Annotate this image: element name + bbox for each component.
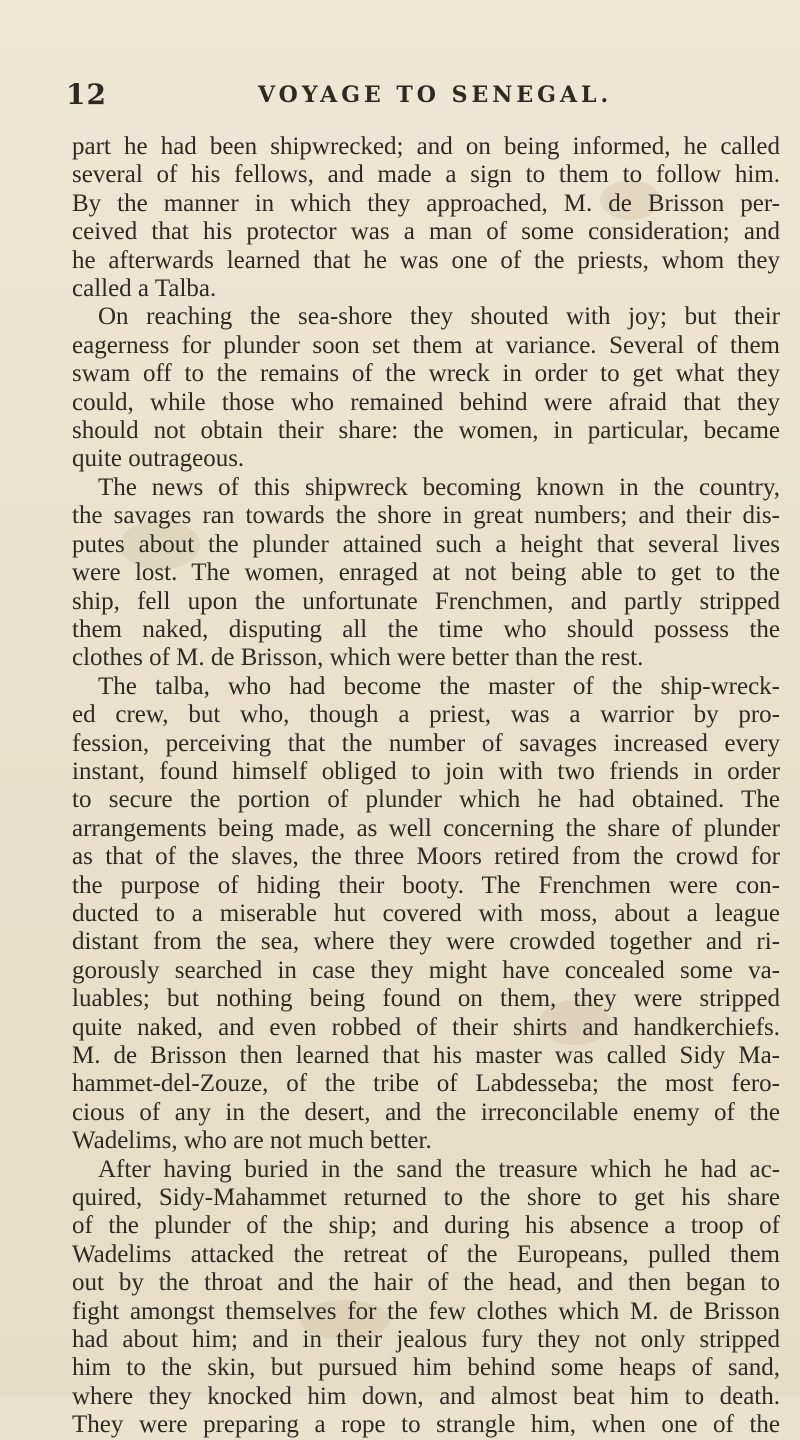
text-line: putes about the plunder attained such a height that several lives [72, 530, 780, 558]
text-line: quite naked, and even robbed of their shirts and handkerchiefs. [72, 1013, 780, 1041]
text-line: part he had been shipwrecked; and on being informed, he called [72, 133, 780, 160]
text-line: They were preparing a rope to strangle him, when one of the [72, 1411, 780, 1439]
text-line: eagerness for plunder soon set them at variance. Several of them [72, 331, 780, 359]
text-line: On reaching the sea-shore they shouted with joy; but their [98, 303, 780, 331]
text-line: ducted to a miserable hut covered with moss, about a league [72, 899, 780, 927]
text-line: quired, Sidy-Mahammet returned to the shore to get his share [72, 1184, 780, 1212]
text-line: Wadelims, who are not much better. [72, 1127, 432, 1155]
text-line: them naked, disputing all the time who should possess the [72, 615, 780, 643]
text-line: After having buried in the sand the treasure which he had ac- [98, 1155, 780, 1183]
text-line: he afterwards learned that he was one of the priests, whom they [72, 246, 780, 274]
text-line: should not obtain their share: the women, in particular, became [72, 417, 780, 445]
text-line: cious of any in the desert, and the irreconcilable enemy of the [72, 1098, 780, 1126]
body-text [72, 133, 780, 1440]
text-line: luables; but nothing being found on them, they were stripped [72, 985, 780, 1013]
text-line: called a Talba. [72, 275, 217, 303]
text-line: fession, perceiving that the number of savages increased every [72, 729, 780, 757]
text-line: ceived that his protector was a man of some consideration; and [72, 218, 780, 246]
page-number: 12 [66, 78, 107, 111]
running-title: VOYAGE TO SENEGAL. [258, 82, 613, 108]
text-line: swam off to the remains of the wreck in order to get what they [72, 360, 780, 388]
text-line: M. de Brisson then learned that his master was called Sidy Ma- [72, 1042, 780, 1069]
running-head [0, 78, 800, 118]
text-line: to secure the portion of plunder which he had obtained. The [72, 786, 780, 814]
text-line: quite outrageous. [72, 445, 245, 473]
text-line: gorously searched in case they might have concealed some va- [72, 956, 780, 984]
text-line: instant, found himself obliged to join with two friends in order [72, 757, 780, 785]
text-line: had about him; and in their jealous fury they not only stripped [72, 1326, 780, 1354]
text-line: clothes of M. de Brisson, which were better than the rest. [72, 644, 644, 672]
text-line: as that of the slaves, the three Moors retired from the crowd for [72, 843, 780, 871]
text-line: ed crew, but who, though a priest, was a warrior by pro- [72, 701, 780, 729]
text-line: the purpose of hiding their booty. The Frenchmen were con- [72, 871, 780, 899]
text-line: him to the skin, but pursued him behind some heaps of sand, [72, 1354, 780, 1382]
text-line: several of his fellows, and made a sign to them to follow him. [72, 161, 780, 189]
text-line: The news of this shipwreck becoming known in the country, [98, 473, 780, 501]
text-line: ship, fell upon the unfortunate Frenchmen, and partly stripped [72, 587, 780, 615]
text-line: Wadelims attacked the retreat of the Europeans, pulled them [72, 1240, 780, 1268]
text-line: of the plunder of the ship; and during his absence a troop of [72, 1212, 780, 1240]
text-line: the savages ran towards the shore in great numbers; and their dis- [72, 502, 780, 530]
text-line: fight amongst themselves for the few clothes which M. de Brisson [72, 1297, 780, 1325]
text-line: By the manner in which they approached, M. de Brisson per- [72, 189, 780, 217]
text-line: were lost. The women, enraged at not being able to get to the [72, 559, 780, 587]
text-line: arrangements being made, as well concerning the share of plunder [72, 814, 780, 842]
text-line: distant from the sea, where they were crowded together and ri- [72, 928, 780, 956]
text-line: could, while those who remained behind were afraid that they [72, 388, 780, 416]
text-line: where they knocked him down, and almost beat him to death. [72, 1382, 780, 1410]
text-line: out by the throat and the hair of the head, and then began to [72, 1269, 780, 1297]
text-line: The talba, who had become the master of the ship-wreck- [98, 672, 780, 700]
text-line: hammet-del-Zouze, of the tribe of Labdesseba; the most fero- [72, 1070, 780, 1098]
